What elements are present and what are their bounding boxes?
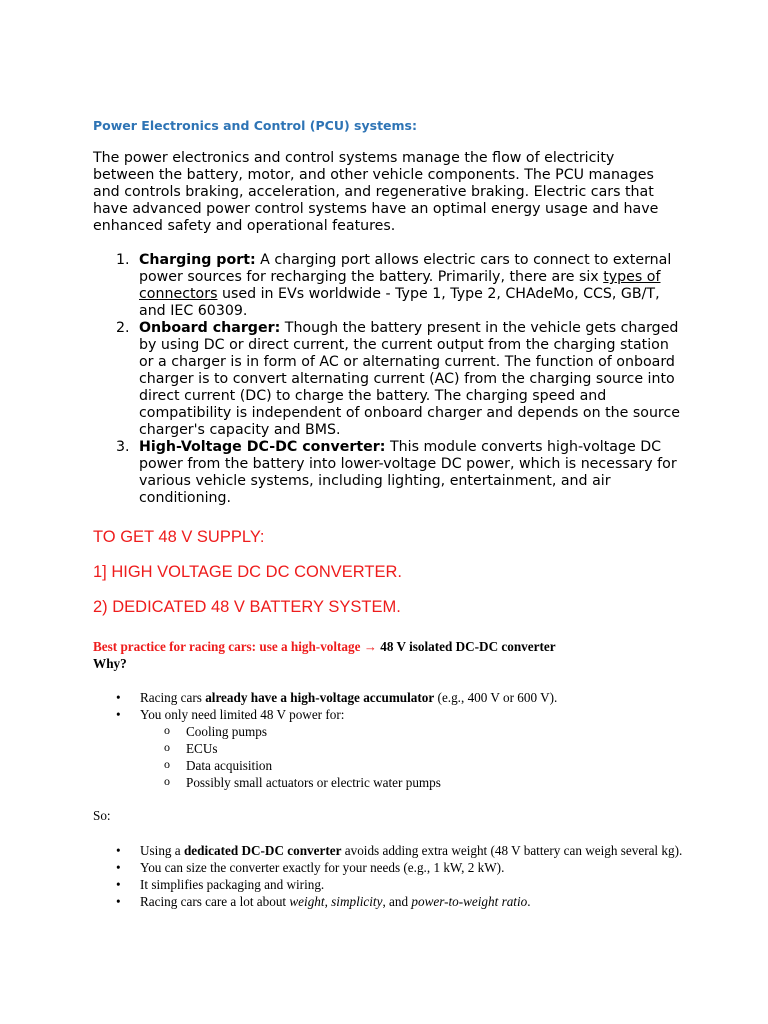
why-label: Why? <box>93 656 127 671</box>
list-item <box>93 876 693 893</box>
bullet: • <box>116 894 121 909</box>
item-text: Using a <box>140 843 184 858</box>
sub-item-text: Possibly small actuators or electric water pumps <box>186 775 441 790</box>
list-item-onboard-charger <box>93 320 683 439</box>
item-text: This module converts high-voltage DC power from the battery into lower-voltage DC power, which is necessary for various vehicle systems, including lighting, entertainment, and air conditioning. <box>139 439 677 506</box>
sub-list-item <box>140 757 693 774</box>
item-text: A charging port allows electric cars to connect to external power sources for recharging the battery. Primarily, there are six <box>139 252 672 285</box>
item-text: , and <box>382 894 412 909</box>
bullet: • <box>116 707 121 722</box>
list-item <box>93 689 693 706</box>
best-practice-note <box>93 638 693 672</box>
red-note-option-2: 2) DEDICATED 48 V BATTERY SYSTEM. <box>93 598 401 616</box>
item-italic: weight <box>289 894 325 909</box>
list-item <box>93 893 693 910</box>
sub-list <box>140 723 693 791</box>
sub-bullet: o <box>164 757 170 771</box>
bullet: • <box>116 860 121 875</box>
item-text: , <box>324 894 332 909</box>
item-italic: power-to-weight ratio <box>411 894 528 909</box>
item-text: . <box>527 894 531 909</box>
sub-list-item <box>140 723 693 740</box>
sub-list-item <box>140 740 693 757</box>
item-bold: already have a high-voltage accumulator <box>205 690 435 705</box>
so-label: So: <box>93 808 111 823</box>
item-text: used in EVs worldwide - Type 1, Type 2, CHAdeMo, CCS, GB/T, and IEC 60309. <box>139 286 660 319</box>
sub-bullet: o <box>164 723 170 737</box>
component-list <box>93 252 683 507</box>
item-text: Racing cars care a lot about <box>140 894 290 909</box>
list-item-charging-port <box>93 252 683 320</box>
item-title: Onboard charger: <box>139 320 281 336</box>
list-number: 3. <box>116 439 130 455</box>
item-title: Charging port: <box>139 252 256 268</box>
section-heading: Power Electronics and Control (PCU) systems: <box>93 118 417 133</box>
sub-item-text: Data acquisition <box>186 758 273 773</box>
list-item-dc-dc-converter <box>93 439 683 507</box>
bullet: • <box>116 690 121 705</box>
bullet: • <box>116 843 121 858</box>
list-number: 2. <box>116 320 130 336</box>
best-practice-black: 48 V isolated DC-DC converter <box>376 639 556 654</box>
sub-item-text: Cooling pumps <box>186 724 267 739</box>
list-item <box>93 706 693 791</box>
item-text: (e.g., 400 V or 600 V). <box>434 690 558 705</box>
intro-paragraph: The power electronics and control systems manage the flow of electricity between the battery, motor, and other vehicle components. The PCU manages and controls braking, acceleration, and regenerative braking. Electric cars that have advanced power control systems have an optimal energy usage and have enhanced safety and operational features. <box>93 150 659 234</box>
best-practice-red: Best practice for racing cars: use a high-voltage → <box>93 639 377 654</box>
types-of-connectors-link[interactable]: types of connectors <box>139 269 661 302</box>
item-bold: dedicated DC-DC converter <box>183 843 342 858</box>
sub-bullet: o <box>164 774 170 788</box>
item-text: Though the battery present in the vehicle gets charged by using DC or direct current, the current output from the charging station or a charger is in form of AC or alternating current. The function of onboard charger is to convert alternating current (AC) from the charging source into direct current (DC) to charge the battery. The charging speed and compatibility is independent of onboard charger and depends on the source charger's capacity and BMS. <box>139 320 680 438</box>
red-note-title: TO GET 48 V SUPPLY: <box>93 528 265 546</box>
item-italic: simplicity <box>331 894 383 909</box>
sub-item-text: ECUs <box>186 741 218 756</box>
sub-list-item <box>140 774 693 791</box>
benefits-list <box>93 842 693 910</box>
item-text: It simplifies packaging and wiring. <box>140 877 325 892</box>
list-item <box>93 842 693 859</box>
red-note-option-1: 1] HIGH VOLTAGE DC DC CONVERTER. <box>93 563 402 581</box>
item-text: You only need limited 48 V power for: <box>140 707 345 722</box>
item-text: avoids adding extra weight (48 V battery can weigh several kg). <box>341 843 683 858</box>
bullet: • <box>116 877 121 892</box>
item-title: High-Voltage DC-DC converter: <box>139 439 386 455</box>
item-text: Racing cars <box>140 690 206 705</box>
sub-bullet: o <box>164 740 170 754</box>
list-number: 1. <box>116 252 130 268</box>
list-item <box>93 859 693 876</box>
item-text: You can size the converter exactly for your needs (e.g., 1 kW, 2 kW). <box>140 860 505 875</box>
reasons-list <box>93 689 693 791</box>
